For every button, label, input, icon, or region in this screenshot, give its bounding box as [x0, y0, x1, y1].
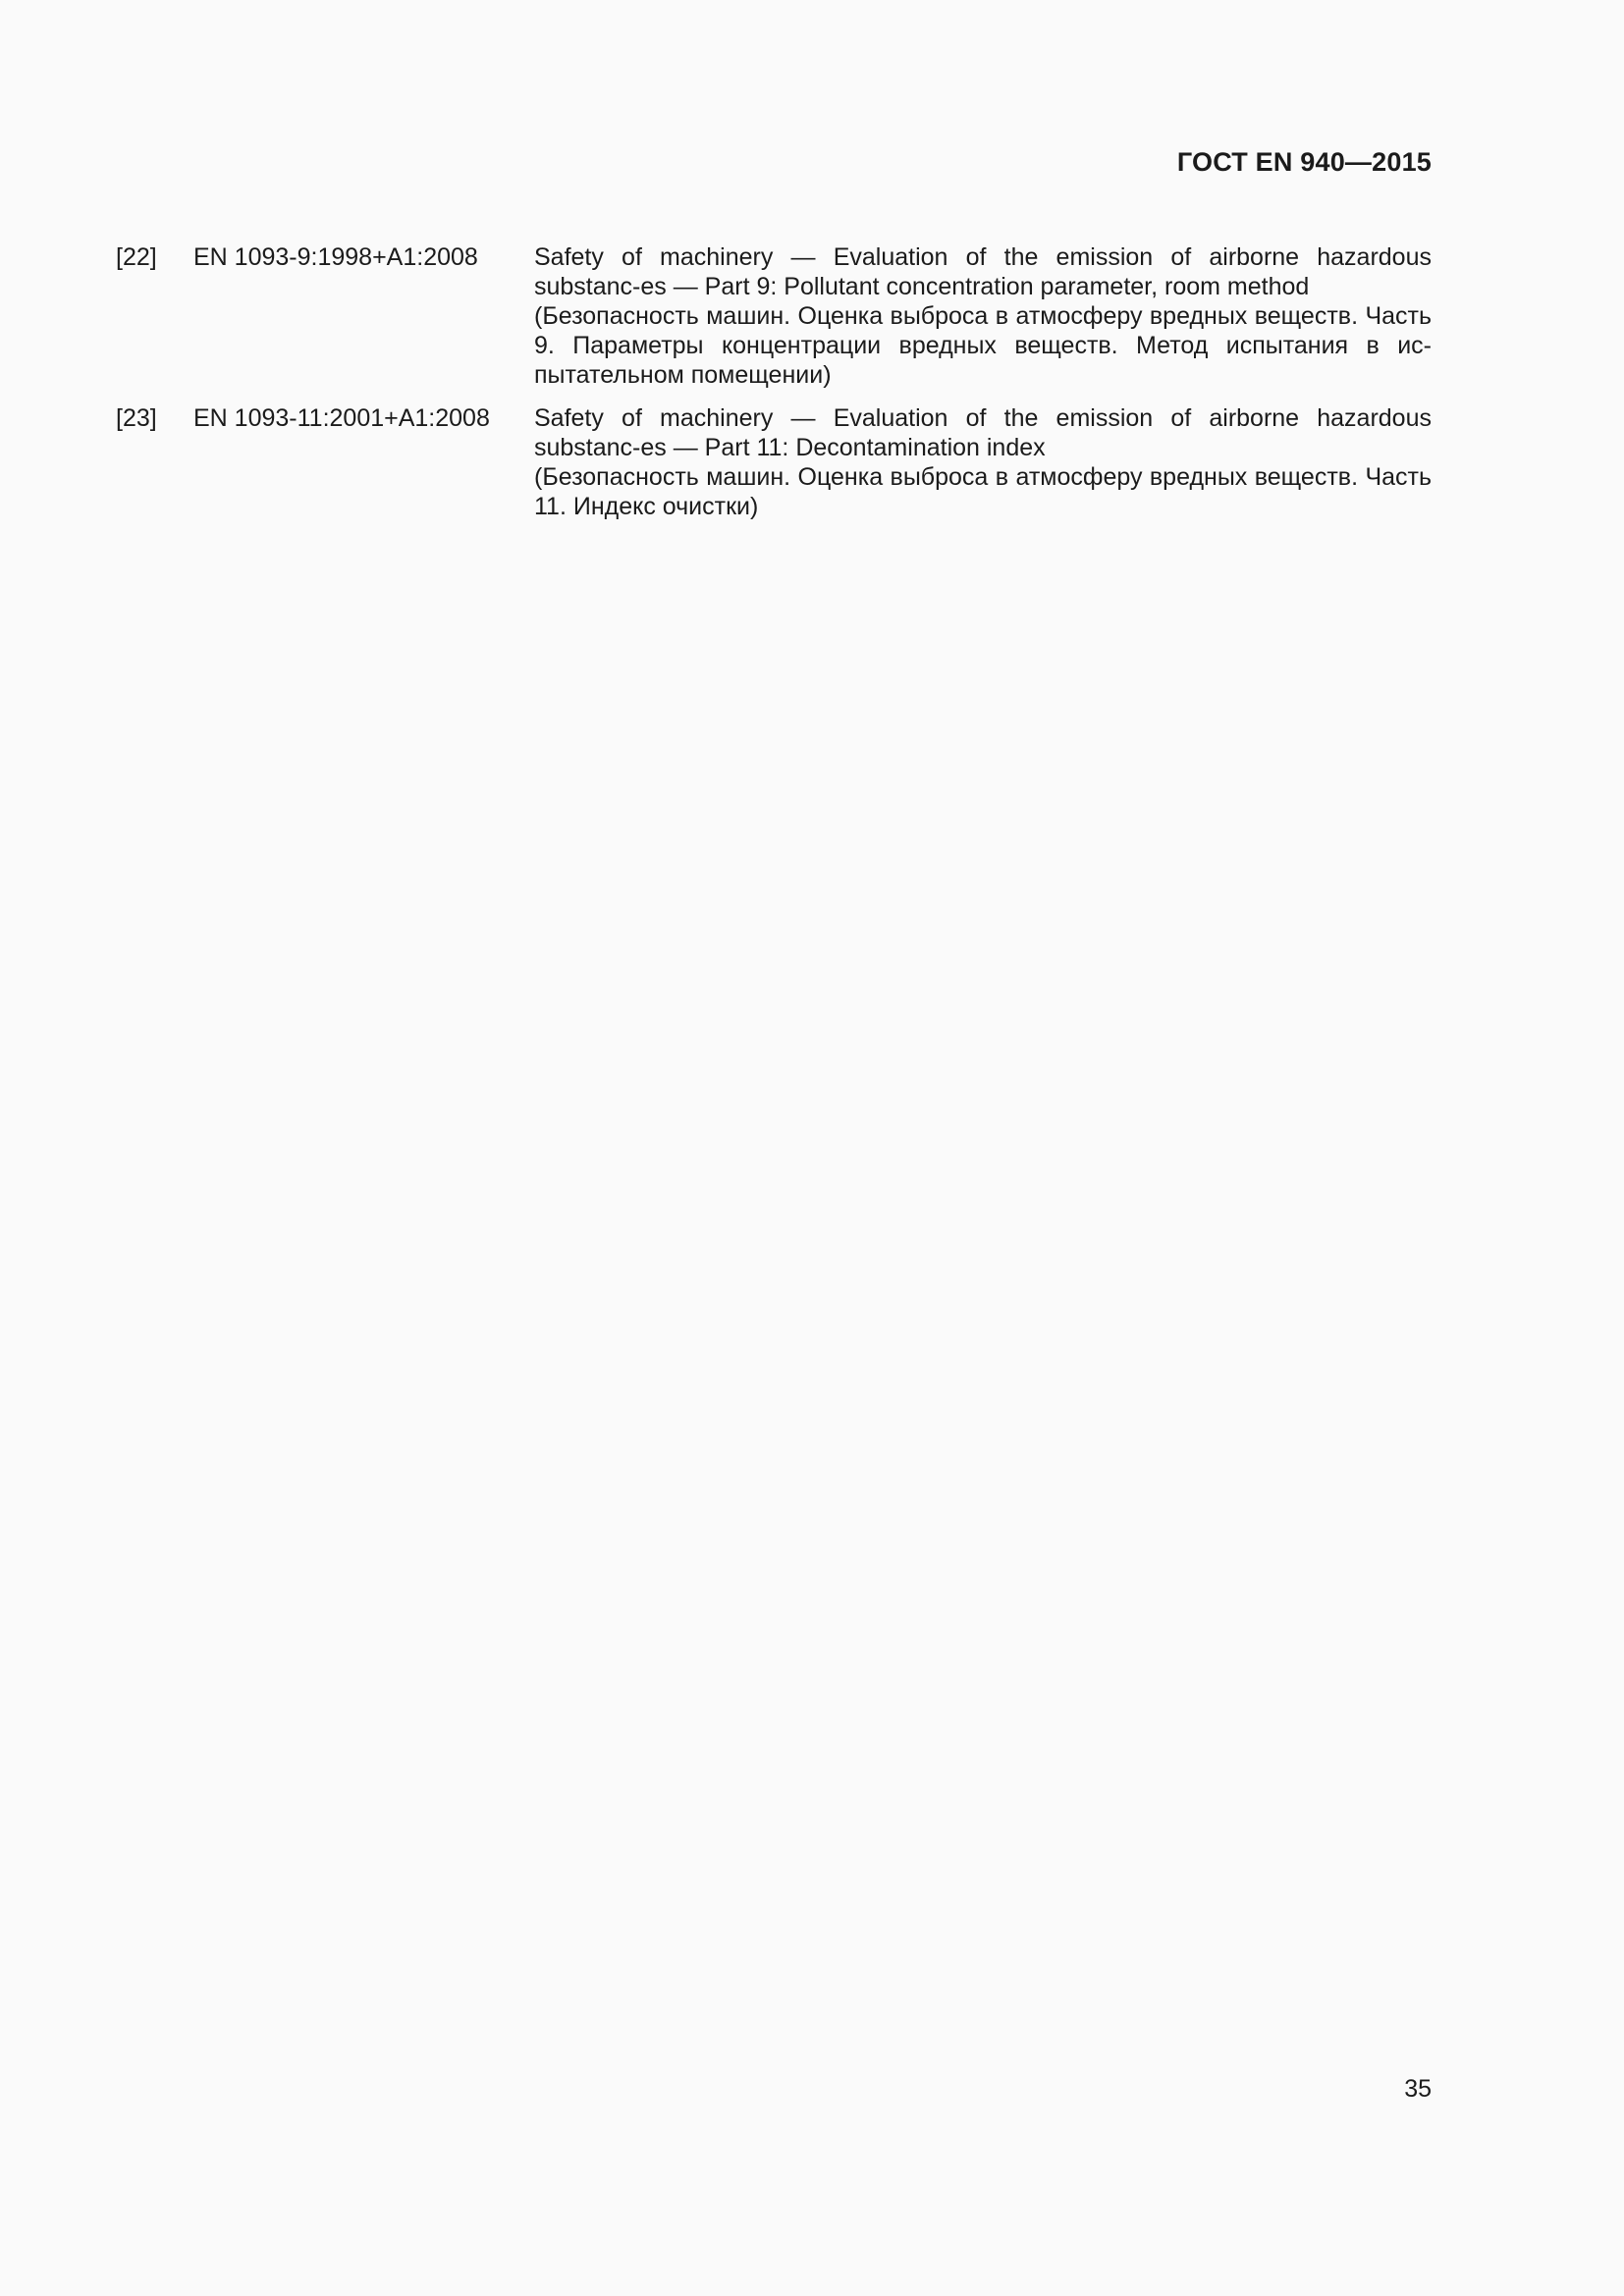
entry-number: [23]: [116, 404, 157, 432]
entry-title-russian: (Безопасность машин. Оценка выброса в атмосферу вредных веществ. Часть 9. Параметры концентрации вредных веществ. Метод испытания в ис-пытательном помещении): [534, 302, 1432, 389]
entry-description: [534, 242, 1432, 390]
entry-description: [534, 403, 1432, 521]
document-standard-code: ГОСТ EN 940—2015: [1176, 147, 1432, 177]
page-number: 35: [1404, 2075, 1432, 2103]
entry-title-russian: (Безопасность машин. Оценка выброса в атмосферу вредных веществ. Часть 11. Индекс очистки): [534, 463, 1432, 520]
entry-number: [22]: [116, 243, 157, 271]
bibliography-entry: [116, 403, 1432, 521]
entry-standard-code: EN 1093-9:1998+A1:2008: [193, 243, 478, 271]
entry-title-english: Safety of machinery — Evaluation of the emission of airborne hazardous substanc-es — Part 11: Decontamination index: [534, 404, 1432, 461]
entry-title-english: Safety of machinery — Evaluation of the emission of airborne hazardous substanc-es — Part 9: Pollutant concentration parameter, room method: [534, 243, 1432, 300]
entry-standard-code: EN 1093-11:2001+A1:2008: [193, 404, 490, 432]
bibliography-entry: [116, 242, 1432, 390]
bibliography-list: [116, 242, 1432, 535]
